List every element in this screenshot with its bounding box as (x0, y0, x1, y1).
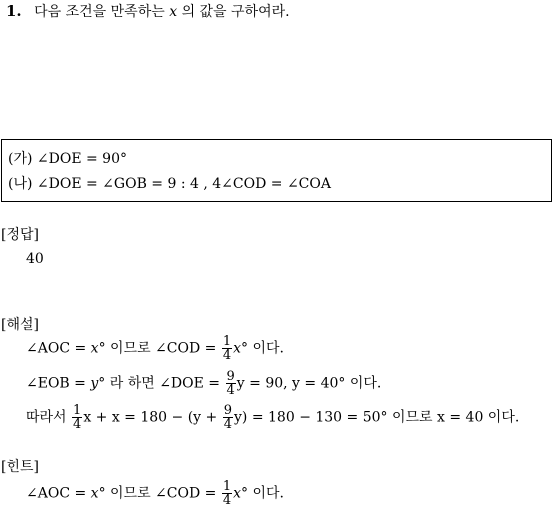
condition-2: (나) ∠DOE = ∠GOB = 9 : 4 , 4∠COD = ∠COA (8, 176, 331, 192)
explanation-line-3: 따라서 $\frac{1}{4}$ x + x = 180 − (y + $\frac{9}{4}$ y) = 180 − 130 = 50° 이므로 x = 40 이다. (26, 403, 520, 432)
explanation-header: [해설] (1, 317, 39, 333)
explanation-line-2: ∠EOB = y° 라 하면 ∠DOE = $\frac{9}{4}$ y = 90, y = 40° 이다. (26, 369, 382, 398)
problem-text-prefix: 다음 조건을 만족하는 (34, 4, 165, 20)
problem-number: 1. (6, 2, 22, 20)
problem-statement (6, 4, 290, 19)
fraction: $\frac{1}{4}$ (222, 334, 232, 363)
fraction: $\frac{1}{4}$ (222, 479, 232, 508)
hint-line-1: ∠AOC = x° 이므로 ∠COD = $\frac{1}{4}$ x° 이다. (26, 479, 284, 508)
fraction: $\frac{9}{4}$ (226, 369, 235, 398)
fraction: $\frac{9}{4}$ (223, 403, 233, 432)
explanation-line-1: ∠AOC = x° 이므로 ∠COD = $\frac{1}{4}$ x° 이다. (26, 334, 284, 363)
answer-value: 40 (26, 251, 44, 267)
hint-header: [힌트] (1, 459, 39, 475)
answer-header: [정답] (1, 227, 39, 243)
problem-variable: x (169, 4, 178, 20)
conditions-box (1, 139, 552, 202)
problem-text-suffix: 의 값을 구하여라. (181, 4, 290, 20)
fraction: $\frac{1}{4}$ (73, 403, 82, 432)
condition-1: (가) ∠DOE = 90° (8, 151, 127, 167)
